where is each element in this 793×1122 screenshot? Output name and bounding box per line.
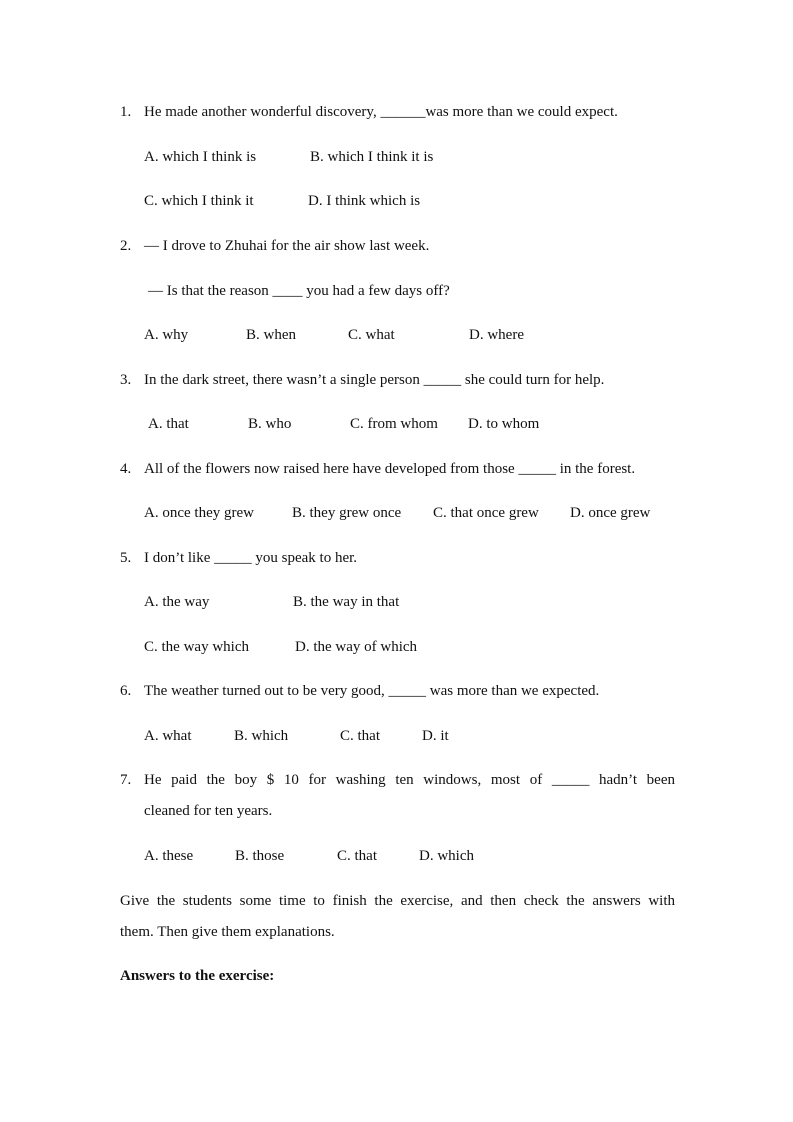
question-1-stem: He made another wonderful discovery, ______was more than we could expect. xyxy=(144,104,618,120)
question-6-option-c: C. that xyxy=(340,728,380,744)
question-4-option-c: C. that once grew xyxy=(433,505,539,521)
question-6-stem: The weather turned out to be very good, _____ was more than we expected. xyxy=(144,683,600,699)
question-3-number: 3. xyxy=(120,372,132,388)
instructions-line-1: Give the students some time to finish the exercise, and then check the answers with xyxy=(120,893,675,909)
question-5-option-c: C. the way which xyxy=(144,639,249,655)
question-6-option-b: B. which xyxy=(234,728,289,744)
question-3-option-d: D. to whom xyxy=(468,416,540,432)
instructions-line-2: them. Then give them explanations. xyxy=(120,924,335,940)
question-1-option-b: B. which I think it is xyxy=(310,149,434,165)
question-3-option-b: B. who xyxy=(248,416,292,432)
question-2-option-c: C. what xyxy=(348,327,395,343)
question-2-stem-reply: — Is that the reason ____ you had a few days off? xyxy=(148,283,450,299)
question-6-number: 6. xyxy=(120,683,132,699)
question-2-number: 2. xyxy=(120,238,132,254)
answers-heading: Answers to the exercise: xyxy=(120,968,275,984)
question-1-number: 1. xyxy=(120,104,132,120)
question-4-option-b: B. they grew once xyxy=(292,505,402,521)
question-6-option-a: A. what xyxy=(144,728,192,744)
question-7-option-c: C. that xyxy=(337,848,377,864)
question-7-option-b: B. those xyxy=(235,848,285,864)
question-4-option-a: A. once they grew xyxy=(144,505,254,521)
question-2-option-a: A. why xyxy=(144,327,189,343)
question-5-option-b: B. the way in that xyxy=(293,594,400,610)
question-7-number: 7. xyxy=(120,772,132,788)
question-7-stem-line-1: He paid the boy $ 10 for washing ten windows, most of _____ hadn’t been xyxy=(144,772,675,788)
question-4-number: 4. xyxy=(120,461,132,477)
question-5-stem: I don’t like _____ you speak to her. xyxy=(144,550,358,566)
question-5-option-a: A. the way xyxy=(144,594,210,610)
question-3-option-a: A. that xyxy=(148,416,189,432)
question-4-option-d: D. once grew xyxy=(570,505,651,521)
question-2-stem: — I drove to Zhuhai for the air show last week. xyxy=(144,238,430,254)
question-1-option-a: A. which I think is xyxy=(144,149,257,165)
question-3-stem: In the dark street, there wasn’t a single person _____ she could turn for help. xyxy=(144,372,605,388)
question-2-option-d: D. where xyxy=(469,327,524,343)
question-2-option-b: B. when xyxy=(246,327,296,343)
question-7-option-a: A. these xyxy=(144,848,194,864)
question-4-stem: All of the flowers now raised here have developed from those _____ in the forest. xyxy=(144,461,636,477)
question-7-stem-line-2: cleaned for ten years. xyxy=(144,803,273,819)
question-1-option-d: D. I think which is xyxy=(308,193,421,209)
question-1-option-c: C. which I think it xyxy=(144,193,254,209)
question-7-option-d: D. which xyxy=(419,848,474,864)
question-5-number: 5. xyxy=(120,550,132,566)
question-5-option-d: D. the way of which xyxy=(295,639,418,655)
question-6-option-d: D. it xyxy=(422,728,449,744)
question-3-option-c: C. from whom xyxy=(350,416,438,432)
